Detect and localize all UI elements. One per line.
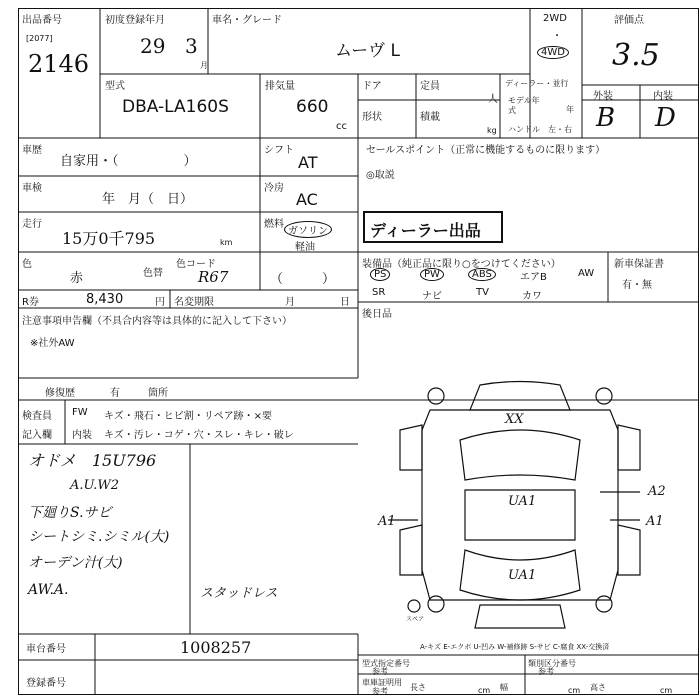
diagram-mark: A2 <box>648 484 666 499</box>
warranty-value: 有・無 <box>622 280 652 291</box>
score-label: 評価点 <box>614 15 644 26</box>
name-change-day: 日 <box>340 297 350 308</box>
door-label: ドア <box>362 81 382 92</box>
disp-label: 排気量 <box>265 81 295 92</box>
lot-number: 2146 <box>28 50 90 78</box>
fuel-diesel: 軽油 <box>295 242 315 253</box>
length-unit: cm <box>478 686 491 695</box>
score-value: 3.5 <box>612 38 660 73</box>
tax-label: R券 <box>22 297 39 308</box>
color-label: 色 <box>22 259 32 270</box>
load-label: 積載 <box>420 112 440 123</box>
equip-ps: PS <box>370 268 390 281</box>
category-number-label: 類別区分番号 <box>528 659 576 668</box>
equipment-label: 装備品（純正品に限り○をつけてください） <box>362 259 561 270</box>
car-number-label: 車台番号 <box>26 644 66 655</box>
car-name: ムーヴ L <box>335 41 401 61</box>
lot-label: 出品番号 <box>22 15 62 26</box>
dealer-label: ディーラー・並行 <box>505 79 569 88</box>
ref-label: 参考 <box>372 667 388 676</box>
reg-label: 初度登録年月 <box>105 15 165 26</box>
restore-area: 箇所 <box>148 388 168 399</box>
fuel-label: 燃料 <box>264 219 284 230</box>
ac-label: 冷房 <box>264 183 284 194</box>
notes-text: ※社外AW <box>30 338 75 349</box>
inspector-label2: 記入欄 <box>22 430 52 441</box>
disp-value: 660 <box>296 97 329 117</box>
diagram-mark: A1 <box>646 514 664 529</box>
reg-month: 3 <box>185 34 198 58</box>
sales-label: セールスポイント（正常に機能するものに限ります） <box>366 145 606 156</box>
inspector-row2: キズ・汚レ・コゲ・穴・スレ・キレ・破レ <box>104 430 294 441</box>
shift-value: AT <box>298 153 318 172</box>
car-number-value: 1008257 <box>180 638 252 657</box>
equip-leather: カワ <box>522 291 542 302</box>
warranty-label: 新車保証書 <box>614 259 664 270</box>
mileage-value: 15万0千795 <box>62 229 156 248</box>
handle-value: 左・右 <box>548 125 572 134</box>
load-unit: kg <box>487 126 497 135</box>
diagram-mark: UA1 <box>508 494 537 509</box>
equip-airbag: エアB <box>520 272 547 283</box>
drive-2wd: 2WD <box>543 13 567 24</box>
equip-aw: AW <box>578 268 595 279</box>
handwritten-line: シートシミ.シミル(大) <box>28 529 170 545</box>
inspection-label: 車検 <box>22 183 42 194</box>
handle-label: ハンドル <box>508 125 540 134</box>
equip-tv: TV <box>476 287 489 298</box>
handwritten-line: A.U.W2 <box>70 478 120 493</box>
equip-navi: ナビ <box>422 291 442 302</box>
dealer-listing: ディーラー出品 <box>370 221 481 240</box>
name-change-label: 名変期限 <box>174 297 214 308</box>
damage-legend: A-キズ E-エクボ U-凹み W-補修跡 S-サビ C-腐食 XX-交換済 <box>420 643 610 651</box>
fuel-gas: ガソリン <box>284 221 332 238</box>
restore-label: 修復歴 <box>45 388 75 399</box>
history-label: 車歴 <box>22 145 42 156</box>
shift-label: シフト <box>264 145 294 156</box>
inspector-interior: 内装 <box>72 430 92 441</box>
handwritten-line: オドメ 15U796 <box>28 451 157 470</box>
mileage-label: 走行 <box>22 219 42 230</box>
fuel-paren: （ ） <box>270 272 336 287</box>
year-unit: 年 <box>566 105 574 114</box>
height-unit: cm <box>660 686 673 695</box>
ac-value: AC <box>296 190 318 209</box>
diagram-mark: A1 <box>378 514 396 529</box>
ext-score: B <box>596 103 616 133</box>
equip-sr: SR <box>372 287 386 298</box>
aftermarket-label: 後日品 <box>362 309 392 320</box>
color-change-label: 色替 <box>143 268 163 279</box>
ext-label: 外装 <box>593 91 613 102</box>
int-score: D <box>655 103 676 133</box>
diagram-mark: XX <box>505 412 524 427</box>
handwritten-line: AW.A. <box>28 582 69 598</box>
ref-label: 参考 <box>538 667 554 676</box>
name-label: 車名・グレード <box>212 15 282 26</box>
inspector-fw: FW <box>72 407 88 418</box>
model-value: DBA-LA160S <box>122 97 229 117</box>
model-designation-label: 型式指定番号 <box>362 659 410 668</box>
color-code-label: 色コード <box>176 259 216 270</box>
inspector-row1: キズ・飛石・ヒビ割・リペア跡・×要 <box>104 411 272 422</box>
color-code-value: R67 <box>198 268 229 286</box>
equip-pw: PW <box>420 268 444 281</box>
drive-4wd: 4WD <box>537 46 569 59</box>
cert-length-label: 車庫証明用 <box>362 678 402 687</box>
mileage-unit: km <box>220 238 233 247</box>
length-label: 長さ <box>410 683 426 692</box>
tax-unit: 円 <box>155 297 165 308</box>
reg-number-label: 登録番号 <box>26 678 66 689</box>
handwritten-line: 下廻りS.サビ <box>28 505 112 521</box>
inspector-label: 検査員 <box>22 411 52 422</box>
width-label: 幅 <box>500 683 508 692</box>
model-label: 型式 <box>105 81 125 92</box>
restore-value: 有 <box>110 388 120 399</box>
history-value: 自家用・（ ） <box>60 154 197 169</box>
int-label: 内装 <box>653 91 673 102</box>
inspection-value: 年 月（ 日） <box>102 192 194 207</box>
reg-year: 29 <box>140 34 166 58</box>
height-label: 高さ <box>590 683 606 692</box>
capacity-label: 定員 <box>420 81 440 92</box>
handwritten-line: オーデン汁(大) <box>28 555 123 571</box>
reg-month-unit: 月 <box>200 61 208 70</box>
tax-value: 8,430 <box>86 292 124 307</box>
equip-abs: ABS <box>468 268 496 281</box>
capacity-unit: 人 <box>488 94 498 105</box>
name-change-month: 月 <box>285 297 295 308</box>
model-year-label: モデル年式 <box>508 96 540 115</box>
notes-label: 注意事項申告欄（不具合内容等は具体的に記入して下さい） <box>22 316 292 327</box>
ref-label: 参考 <box>372 687 388 696</box>
handwritten-line: スタッドレス <box>200 586 278 601</box>
disp-unit: cc <box>336 121 347 132</box>
width-unit: cm <box>568 686 581 695</box>
shape-label: 形状 <box>362 112 382 123</box>
sales-manual: ◎取説 <box>366 170 395 181</box>
color-value: 赤 <box>70 271 84 286</box>
drive-dot: ・ <box>552 31 562 42</box>
lot-code: [2077] <box>26 34 53 43</box>
spare-label: スペア <box>406 616 425 623</box>
diagram-mark: UA1 <box>508 568 537 583</box>
